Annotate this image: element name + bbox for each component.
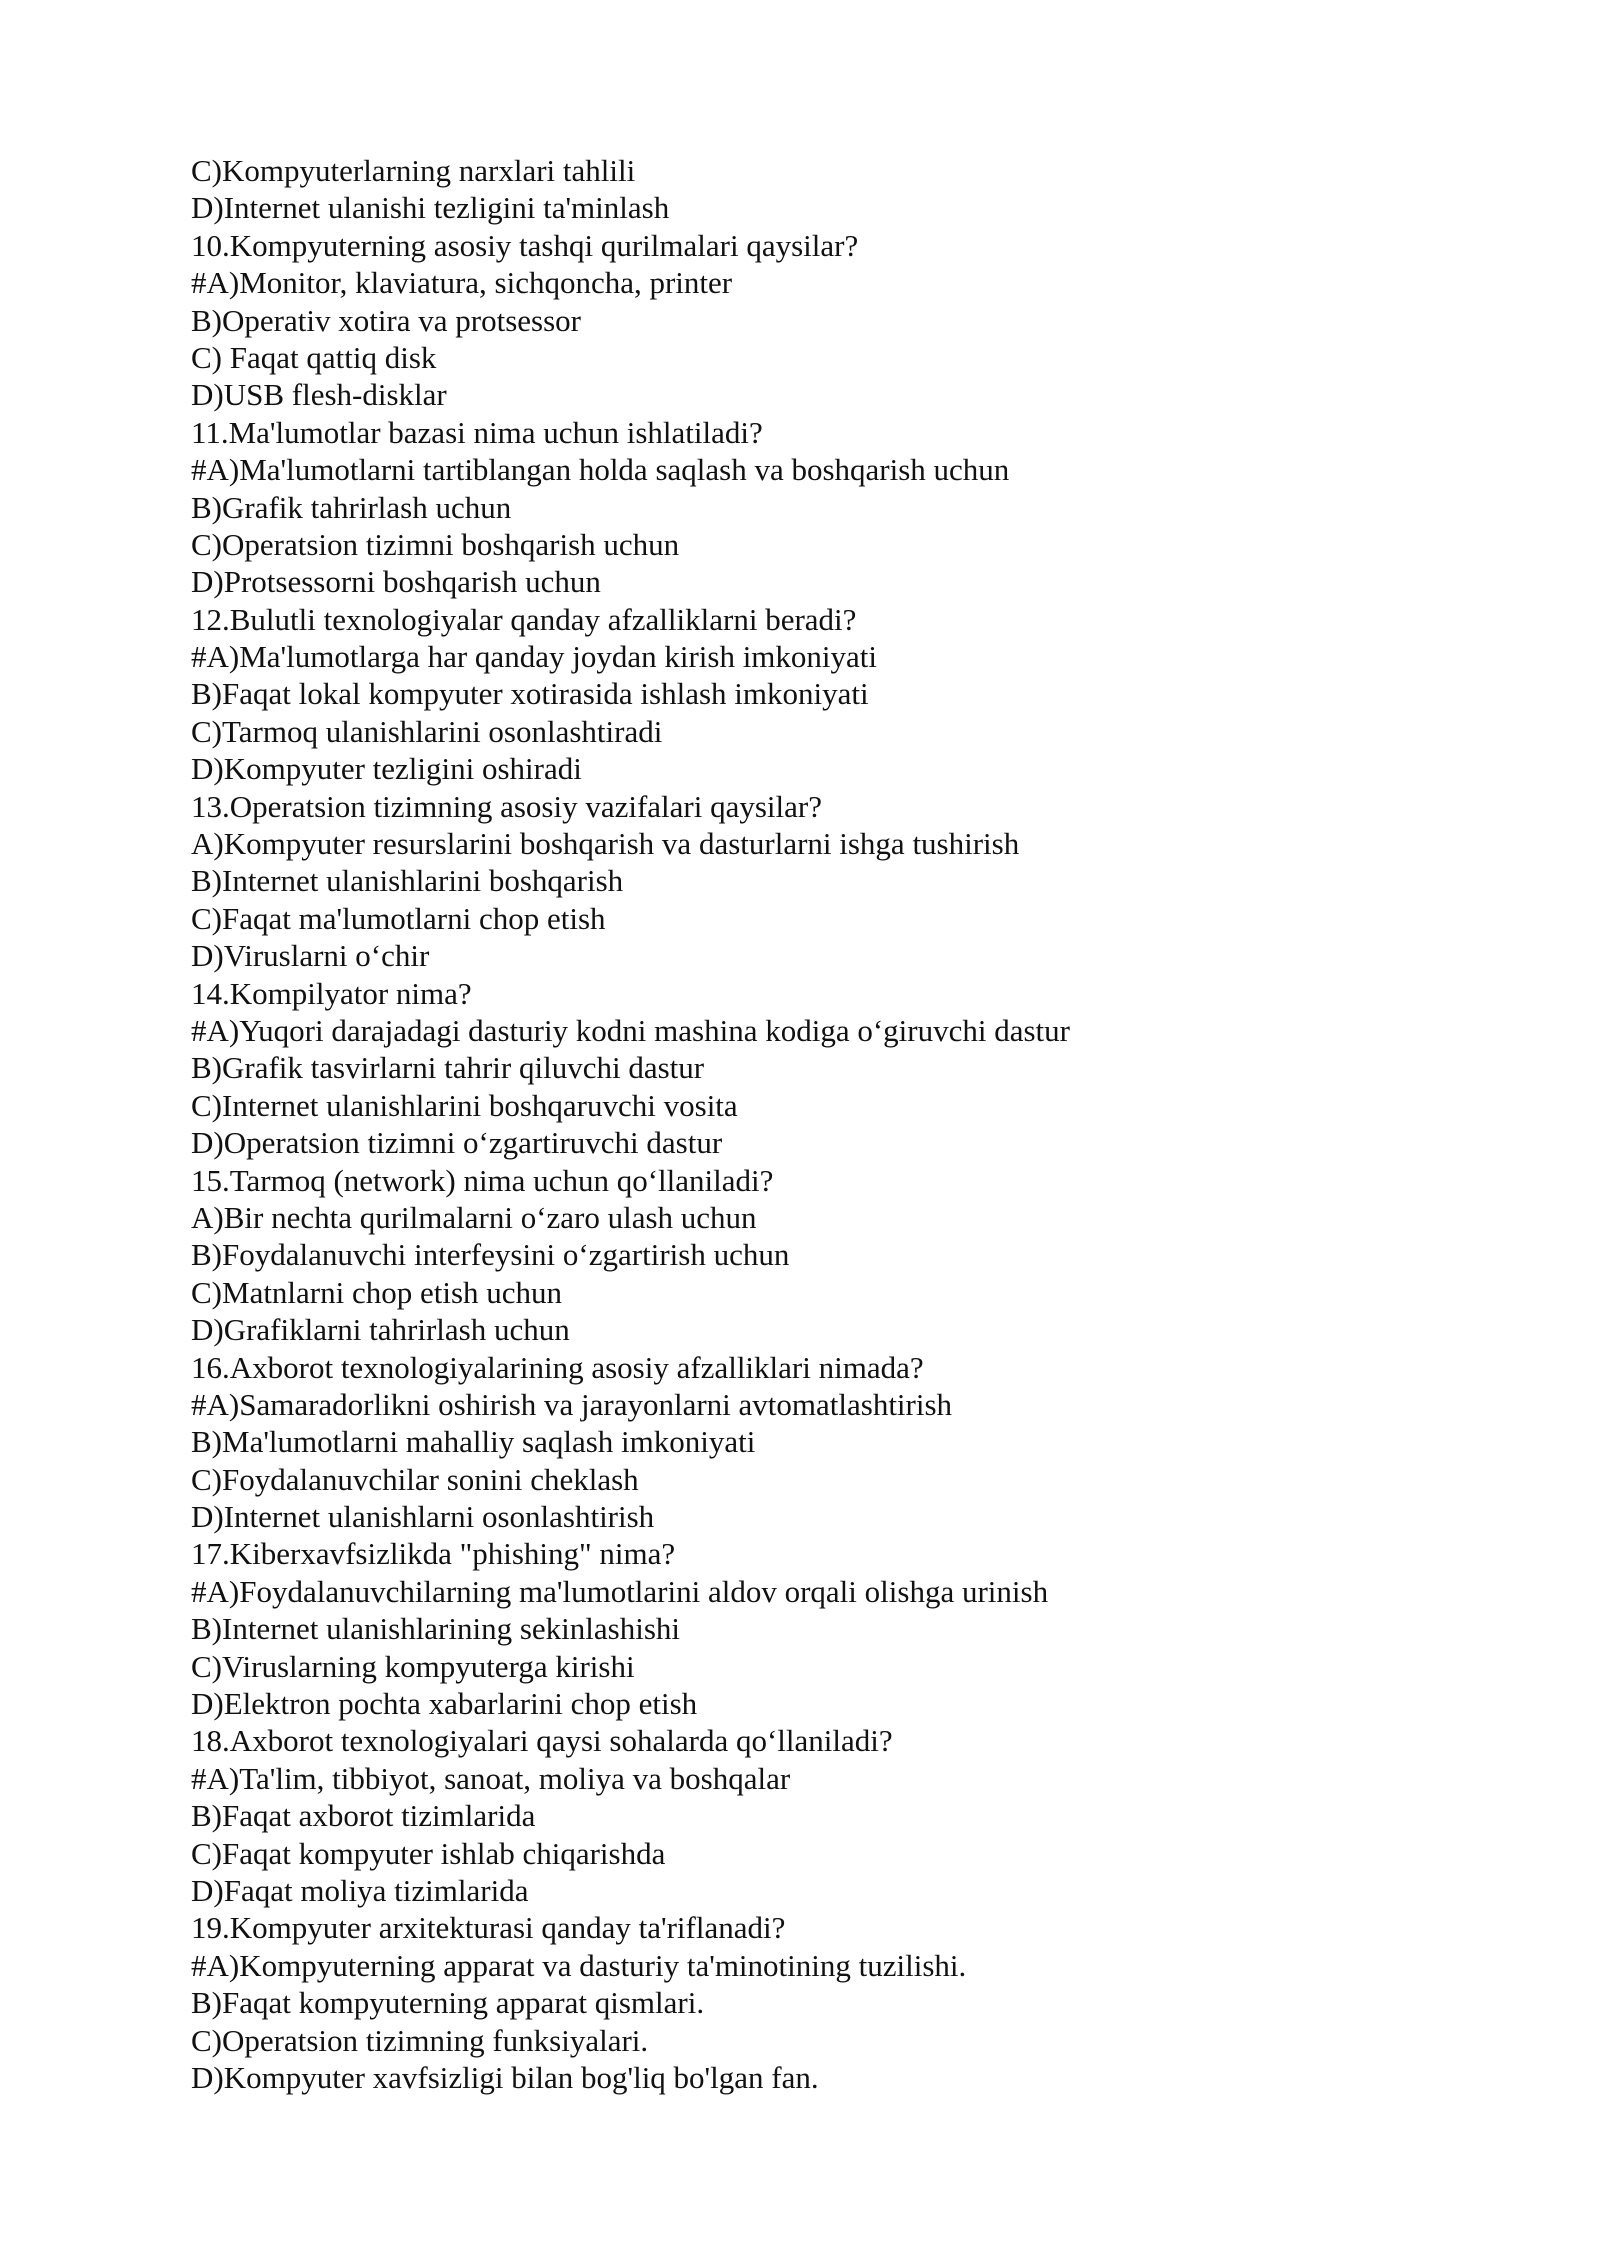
answer-option: B)Internet ulanishlarini boshqarish [191, 863, 624, 899]
question-text: 15.Tarmoq (network) nima uchun qo‘llaniladi? [191, 1162, 774, 1198]
answer-option: D)Elektron pochta xabarlarini chop etish [191, 1686, 698, 1722]
answer-option-correct: #A)Samaradorlikni oshirish va jarayonlarni avtomatlashtirish [191, 1386, 953, 1422]
answer-option: C)Faqat ma'lumotlarni chop etish [191, 900, 606, 936]
answer-option: C)Operatsion tizimning funksiyalari. [191, 2022, 649, 2058]
question-text: 11.Ma'lumotlar bazasi nima uchun ishlatiladi? [191, 414, 763, 450]
answer-option: B)Grafik tahrirlash uchun [191, 489, 512, 525]
question-text: 16.Axborot texnologiyalarining asosiy afzalliklari nimada? [191, 1349, 924, 1385]
answer-option: C)Matnlarni chop etish uchun [191, 1274, 563, 1310]
question-text: 13.Operatsion tizimning asosiy vazifalari qaysilar? [191, 788, 823, 824]
question-text: 17.Kiberxavfsizlikda "phishing" nima? [191, 1536, 676, 1572]
question-text: 12.Bulutli texnologiyalar qanday afzalliklarni beradi? [191, 601, 857, 637]
answer-option: B)Foydalanuvchi interfeysini o‘zgartirish uchun [191, 1237, 790, 1273]
answer-option: A)Kompyuter resurslarini boshqarish va dasturlarni ishga tushirish [191, 826, 1020, 862]
answer-option: B)Internet ulanishlarining sekinlashishi [191, 1611, 681, 1647]
answer-option-correct: #A)Kompyuterning apparat va dasturiy ta'minotining tuzilishi. [191, 1947, 967, 1983]
answer-option-correct: #A)Ma'lumotlarni tartiblangan holda saqlash va boshqarish uchun [191, 452, 1010, 488]
question-text: 19.Kompyuter arxitekturasi qanday ta'riflanadi? [191, 1910, 786, 1946]
answer-option-correct: #A)Yuqori darajadagi dasturiy kodni mashina kodiga o‘giruvchi dastur [191, 1012, 1070, 1048]
answer-option: C)Faqat kompyuter ishlab chiqarishda [191, 1835, 666, 1871]
question-text: 18.Axborot texnologiyalari qaysi sohalarda qo‘llaniladi? [191, 1723, 893, 1759]
answer-option: D)Faqat moliya tizimlarida [191, 1872, 529, 1908]
answer-option: D)Viruslarni o‘chir [191, 938, 430, 974]
answer-option: D)Grafiklarni tahrirlash uchun [191, 1312, 570, 1348]
answer-option: B)Ma'lumotlarni mahalliy saqlash imkoniyati [191, 1424, 756, 1460]
answer-option: B)Faqat kompyuterning apparat qismlari. [191, 1985, 705, 2021]
question-list [191, 152, 1491, 2096]
answer-option: C)Viruslarning kompyuterga kirishi [191, 1648, 635, 1684]
answer-option-correct: #A)Foydalanuvchilarning ma'lumotlarini aldov orqali olishga urinish [191, 1573, 1049, 1609]
question-text: 14.Kompilyator nima? [191, 975, 472, 1011]
answer-option: C)Operatsion tizimni boshqarish uchun [191, 526, 680, 562]
answer-option: D)Internet ulanishlarni osonlashtirish [191, 1499, 655, 1535]
answer-option: C)Internet ulanishlarini boshqaruvchi vosita [191, 1087, 738, 1123]
answer-option: B)Grafik tasvirlarni tahrir qiluvchi dastur [191, 1050, 705, 1086]
answer-option-correct: #A)Ma'lumotlarga har qanday joydan kirish imkoniyati [191, 639, 878, 675]
answer-option: B)Faqat axborot tizimlarida [191, 1798, 536, 1834]
answer-option: D)Operatsion tizimni o‘zgartiruvchi dastur [191, 1125, 723, 1161]
answer-option: D)Kompyuter tezligini oshiradi [191, 751, 582, 787]
answer-option: D)USB flesh-disklar [191, 377, 447, 413]
answer-option: C) Faqat qattiq disk [191, 339, 437, 375]
answer-option: D)Internet ulanishi tezligini ta'minlash [191, 190, 670, 226]
answer-option: B)Faqat lokal kompyuter xotirasida ishlash imkoniyati [191, 676, 869, 712]
answer-option: C)Foydalanuvchilar sonini cheklash [191, 1461, 639, 1497]
answer-option: C)Kompyuterlarning narxlari tahlili [191, 153, 636, 188]
question-text: 10.Kompyuterning asosiy tashqi qurilmalari qaysilar? [191, 227, 859, 263]
answer-option-correct: #A)Monitor, klaviatura, sichqoncha, printer [191, 265, 733, 301]
answer-option: D)Protsessorni boshqarish uchun [191, 564, 601, 600]
answer-option: C)Tarmoq ulanishlarini osonlashtiradi [191, 713, 663, 749]
answer-option: D)Kompyuter xavfsizligi bilan bog'liq bo'lgan fan. [191, 2059, 819, 2095]
answer-option: B)Operativ xotira va protsessor [191, 302, 581, 338]
answer-option: A)Bir nechta qurilmalarni o‘zaro ulash uchun [191, 1199, 757, 1235]
answer-option-correct: #A)Ta'lim, tibbiyot, sanoat, moliya va boshqalar [191, 1760, 791, 1796]
